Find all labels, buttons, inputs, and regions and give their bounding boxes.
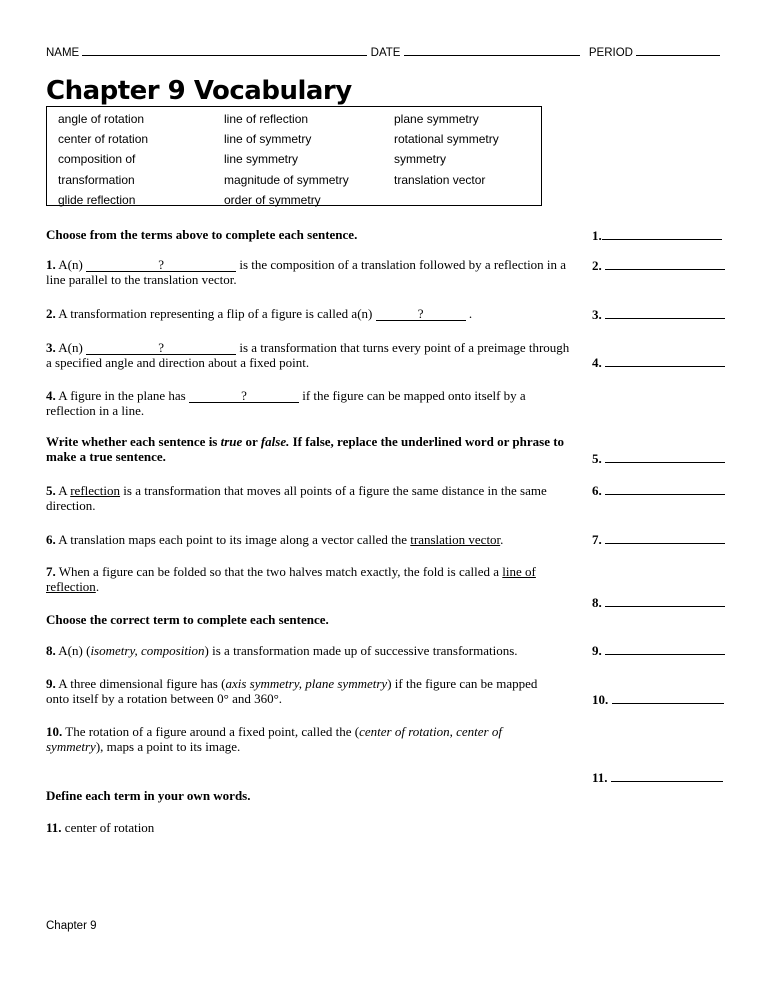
vocab-term: composition of (58, 152, 136, 167)
date-field[interactable] (404, 43, 580, 56)
question-number: 6. (46, 532, 56, 547)
vocab-term: plane symmetry (394, 112, 479, 126)
question-10: 10. The rotation of a figure around a fixed point, called the (center of rotation, center of symmetry), maps a point to its image. (46, 724, 502, 754)
question-5: 5. A reflection is a transformation that moves all points of a figure the same distance in the same direction. (46, 483, 547, 513)
question-number: 11. (46, 820, 62, 835)
term-choices: center of rotation, center of symmetry (46, 724, 502, 754)
question-3 (46, 340, 576, 370)
question-11: 11. center of rotation (46, 820, 155, 835)
underlined-term: reflection (70, 483, 121, 498)
question-8: 8. A(n) (isometry, composition) is a transformation made up of successive transformations. (46, 643, 518, 658)
term-choices: axis symmetry, plane symmetry (225, 676, 388, 691)
question-number: 7. (46, 564, 56, 579)
period-label: PERIOD (588, 47, 633, 59)
answer-line-1[interactable]: 1. (592, 228, 722, 244)
answer-line-9[interactable]: 9. (592, 643, 725, 659)
question-text: is the composition of a translation followed by a reflection in a line parallel to the translation vector. (46, 257, 567, 287)
question-text: A(n) (58, 257, 87, 272)
student-info-header (46, 43, 726, 59)
question-2 (46, 306, 576, 321)
fill-blank: ? (376, 308, 466, 321)
answer-line-2[interactable]: 2. (592, 258, 725, 274)
section-heading: Write whether each sentence is true or false. If false, replace the underlined word or phrase to make a true sentence. (46, 434, 565, 464)
vocab-column-2 (224, 112, 349, 213)
vocab-term: symmetry (394, 152, 446, 167)
period-field[interactable] (636, 43, 720, 56)
vocab-term: line of symmetry (224, 132, 312, 147)
vocab-term: glide reflection (58, 192, 136, 207)
answer-line-8[interactable]: 8. (592, 595, 725, 611)
vocab-term: translation vector (394, 172, 486, 187)
name-label: NAME (46, 47, 80, 59)
fill-blank: ? (86, 342, 236, 355)
question-number: 1. (46, 257, 56, 272)
question-number: 5. (46, 483, 56, 498)
vocab-column-1 (58, 112, 148, 213)
fill-blank: ? (189, 390, 299, 403)
question-number: 4. (46, 388, 56, 403)
section-heading: Choose the correct term to complete each sentence. (46, 612, 329, 627)
question-text: if the figure can be mapped onto itself by a reflection in a line. (46, 388, 526, 418)
date-label: DATE (370, 47, 401, 59)
vocab-term: angle of rotation (58, 112, 145, 126)
term-choices: isometry, composition (90, 643, 205, 658)
answer-line-4[interactable]: 4. (592, 355, 725, 371)
name-field[interactable] (82, 43, 367, 56)
vocab-term: transformation (58, 172, 135, 187)
question-7: 7. When a figure can be folded so that the two halves match exactly, the fold is called a line of reflection. (46, 564, 536, 594)
question-1 (46, 257, 576, 287)
vocab-term: line symmetry (224, 152, 299, 167)
vocab-term: magnitude of symmetry (224, 172, 349, 187)
vocab-term: rotational symmetry (394, 132, 499, 147)
question-text: A figure in the plane has (58, 388, 189, 403)
question-number: 2. (46, 306, 56, 321)
page-title: Chapter 9 Vocabulary (46, 76, 352, 106)
answer-line-10[interactable]: 10. (592, 692, 724, 708)
question-text: A transformation representing a flip of a figure is called a(n) (58, 306, 376, 321)
question-text: is a transformation that turns every point of a preimage through a specified angle and direction about a fixed point. (46, 340, 570, 370)
vocab-term: order of symmetry (224, 192, 321, 207)
underlined-term: translation vector (410, 532, 501, 547)
answer-line-6[interactable]: 6. (592, 483, 725, 499)
section-heading: Choose from the terms above to complete each sentence. (46, 227, 358, 242)
question-9: 9. A three dimensional figure has (axis symmetry, plane symmetry) if the figure can be mapped onto itself by a rotation between 0° and 360°. (46, 676, 538, 706)
section-heading: Define each term in your own words. (46, 788, 251, 803)
vocab-column-3 (394, 112, 499, 193)
question-number: 9. (46, 676, 56, 691)
answer-line-3[interactable]: 3. (592, 307, 725, 323)
question-4 (46, 388, 576, 418)
answer-line-5[interactable]: 5. (592, 451, 725, 467)
underlined-term: line of reflection (46, 564, 536, 594)
fill-blank: ? (86, 259, 236, 272)
vocab-term: line of reflection (224, 112, 309, 126)
question-number: 3. (46, 340, 56, 355)
vocab-term: center of rotation (58, 132, 149, 147)
question-number: 10. (46, 724, 63, 739)
answer-line-7[interactable]: 7. (592, 532, 725, 548)
question-number: 8. (46, 643, 56, 658)
page-footer: Chapter 9 (46, 920, 97, 932)
question-text: . (465, 306, 473, 321)
question-6: 6. A translation maps each point to its image along a vector called the translation vector. (46, 532, 504, 547)
vocabulary-box (46, 106, 542, 206)
answer-line-11[interactable]: 11. (592, 770, 723, 786)
question-text: A(n) (58, 340, 87, 355)
